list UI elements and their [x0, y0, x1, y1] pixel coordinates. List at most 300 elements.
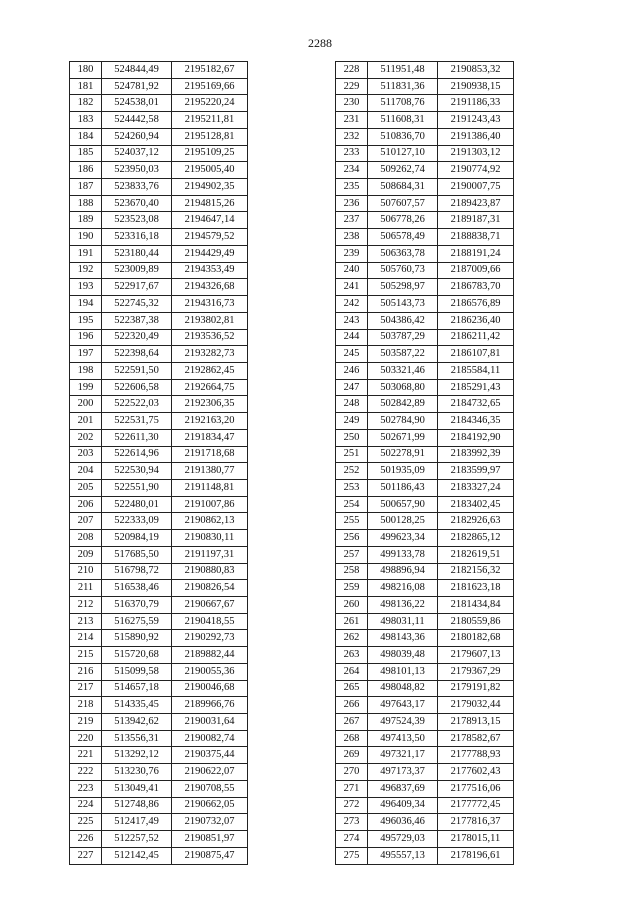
table-row — [70, 697, 248, 714]
table-row — [70, 396, 248, 413]
point-number-cell: 211 — [70, 580, 102, 597]
x-coordinate-cell: 522333,09 — [102, 513, 172, 530]
x-coordinate-cell: 522606,58 — [102, 379, 172, 396]
x-coordinate-cell: 495557,13 — [368, 847, 438, 864]
x-coordinate-cell: 522614,96 — [102, 446, 172, 463]
y-coordinate-cell: 2183402,45 — [438, 496, 514, 513]
point-number-cell: 274 — [336, 831, 368, 848]
point-number-cell: 257 — [336, 546, 368, 563]
point-number-cell: 197 — [70, 346, 102, 363]
table-row — [70, 797, 248, 814]
x-coordinate-cell: 524442,58 — [102, 112, 172, 129]
x-coordinate-cell: 523180,44 — [102, 245, 172, 262]
x-coordinate-cell: 510127,10 — [368, 145, 438, 162]
x-coordinate-cell: 512417,49 — [102, 814, 172, 831]
x-coordinate-cell: 513942,62 — [102, 714, 172, 731]
x-coordinate-cell: 522387,38 — [102, 312, 172, 329]
x-coordinate-cell: 513292,12 — [102, 747, 172, 764]
table-row — [336, 563, 514, 580]
y-coordinate-cell: 2190667,67 — [172, 597, 248, 614]
x-coordinate-cell: 516538,46 — [102, 580, 172, 597]
point-number-cell: 199 — [70, 379, 102, 396]
x-coordinate-cell: 500657,90 — [368, 496, 438, 513]
y-coordinate-cell: 2182156,32 — [438, 563, 514, 580]
y-coordinate-cell: 2177816,37 — [438, 814, 514, 831]
x-coordinate-cell: 522522,03 — [102, 396, 172, 413]
table-row — [70, 195, 248, 212]
table-row — [336, 279, 514, 296]
x-coordinate-cell: 498101,13 — [368, 663, 438, 680]
table-row — [336, 162, 514, 179]
table-row — [336, 179, 514, 196]
table-row — [70, 429, 248, 446]
point-number-cell: 189 — [70, 212, 102, 229]
x-coordinate-cell: 498143,36 — [368, 630, 438, 647]
y-coordinate-cell: 2195169,66 — [172, 78, 248, 95]
table-row — [336, 429, 514, 446]
point-number-cell: 208 — [70, 530, 102, 547]
x-coordinate-cell: 503068,80 — [368, 379, 438, 396]
table-row — [70, 463, 248, 480]
x-coordinate-cell: 502278,91 — [368, 446, 438, 463]
y-coordinate-cell: 2195005,40 — [172, 162, 248, 179]
y-coordinate-cell: 2190708,55 — [172, 780, 248, 797]
table-row — [336, 479, 514, 496]
point-number-cell: 269 — [336, 747, 368, 764]
x-coordinate-cell: 505143,73 — [368, 296, 438, 313]
x-coordinate-cell: 506578,49 — [368, 229, 438, 246]
table-row — [70, 62, 248, 79]
y-coordinate-cell: 2186576,89 — [438, 296, 514, 313]
point-number-cell: 187 — [70, 179, 102, 196]
y-coordinate-cell: 2188838,71 — [438, 229, 514, 246]
y-coordinate-cell: 2186211,42 — [438, 329, 514, 346]
point-number-cell: 270 — [336, 764, 368, 781]
point-number-cell: 207 — [70, 513, 102, 530]
x-coordinate-cell: 514335,45 — [102, 697, 172, 714]
x-coordinate-cell: 522591,50 — [102, 362, 172, 379]
x-coordinate-cell: 505760,73 — [368, 262, 438, 279]
table-row — [70, 663, 248, 680]
point-number-cell: 237 — [336, 212, 368, 229]
x-coordinate-cell: 499623,34 — [368, 530, 438, 547]
table-row — [336, 496, 514, 513]
point-number-cell: 230 — [336, 95, 368, 112]
table-row — [336, 831, 514, 848]
y-coordinate-cell: 2186236,40 — [438, 312, 514, 329]
table-row — [336, 580, 514, 597]
table-row — [70, 764, 248, 781]
x-coordinate-cell: 522320,49 — [102, 329, 172, 346]
y-coordinate-cell: 2177602,43 — [438, 764, 514, 781]
table-row — [70, 597, 248, 614]
y-coordinate-cell: 2187009,66 — [438, 262, 514, 279]
y-coordinate-cell: 2191186,33 — [438, 95, 514, 112]
table-row — [336, 663, 514, 680]
point-number-cell: 250 — [336, 429, 368, 446]
x-coordinate-cell: 498039,48 — [368, 647, 438, 664]
point-number-cell: 224 — [70, 797, 102, 814]
y-coordinate-cell: 2190938,15 — [438, 78, 514, 95]
point-number-cell: 231 — [336, 112, 368, 129]
y-coordinate-cell: 2184346,35 — [438, 413, 514, 430]
x-coordinate-cell: 523316,18 — [102, 229, 172, 246]
point-number-cell: 188 — [70, 195, 102, 212]
y-coordinate-cell: 2191243,43 — [438, 112, 514, 129]
y-coordinate-cell: 2185584,11 — [438, 362, 514, 379]
x-coordinate-cell: 513556,31 — [102, 730, 172, 747]
x-coordinate-cell: 504386,42 — [368, 312, 438, 329]
point-number-cell: 268 — [336, 730, 368, 747]
point-number-cell: 252 — [336, 463, 368, 480]
x-coordinate-cell: 502842,89 — [368, 396, 438, 413]
x-coordinate-cell: 511831,36 — [368, 78, 438, 95]
y-coordinate-cell: 2191834,47 — [172, 429, 248, 446]
point-number-cell: 192 — [70, 262, 102, 279]
point-number-cell: 232 — [336, 128, 368, 145]
x-coordinate-cell: 506363,78 — [368, 245, 438, 262]
y-coordinate-cell: 2183992,39 — [438, 446, 514, 463]
table-row — [70, 814, 248, 831]
table-row — [336, 647, 514, 664]
point-number-cell: 222 — [70, 764, 102, 781]
point-number-cell: 183 — [70, 112, 102, 129]
y-coordinate-cell: 2194815,26 — [172, 195, 248, 212]
point-number-cell: 242 — [336, 296, 368, 313]
point-number-cell: 184 — [70, 128, 102, 145]
point-number-cell: 200 — [70, 396, 102, 413]
point-number-cell: 198 — [70, 362, 102, 379]
table-row — [336, 780, 514, 797]
x-coordinate-cell: 495729,03 — [368, 831, 438, 848]
y-coordinate-cell: 2195182,67 — [172, 62, 248, 79]
point-number-cell: 245 — [336, 346, 368, 363]
point-number-cell: 182 — [70, 95, 102, 112]
y-coordinate-cell: 2195220,24 — [172, 95, 248, 112]
point-number-cell: 255 — [336, 513, 368, 530]
x-coordinate-cell: 497173,37 — [368, 764, 438, 781]
table-row — [70, 847, 248, 864]
point-number-cell: 227 — [70, 847, 102, 864]
x-coordinate-cell: 498216,08 — [368, 580, 438, 597]
x-coordinate-cell: 511708,76 — [368, 95, 438, 112]
x-coordinate-cell: 510836,70 — [368, 128, 438, 145]
table-row — [336, 764, 514, 781]
y-coordinate-cell: 2190082,74 — [172, 730, 248, 747]
point-number-cell: 221 — [70, 747, 102, 764]
x-coordinate-cell: 501935,09 — [368, 463, 438, 480]
table-row — [336, 697, 514, 714]
table-row — [336, 546, 514, 563]
y-coordinate-cell: 2178196,61 — [438, 847, 514, 864]
table-row — [70, 780, 248, 797]
point-number-cell: 272 — [336, 797, 368, 814]
table-row — [70, 279, 248, 296]
point-number-cell: 271 — [336, 780, 368, 797]
point-number-cell: 258 — [336, 563, 368, 580]
y-coordinate-cell: 2190732,07 — [172, 814, 248, 831]
y-coordinate-cell: 2182926,63 — [438, 513, 514, 530]
table-row — [70, 379, 248, 396]
x-coordinate-cell: 497321,17 — [368, 747, 438, 764]
y-coordinate-cell: 2188191,24 — [438, 245, 514, 262]
y-coordinate-cell: 2178582,67 — [438, 730, 514, 747]
y-coordinate-cell: 2191380,77 — [172, 463, 248, 480]
x-coordinate-cell: 522745,32 — [102, 296, 172, 313]
point-number-cell: 263 — [336, 647, 368, 664]
point-number-cell: 202 — [70, 429, 102, 446]
x-coordinate-cell: 503587,22 — [368, 346, 438, 363]
point-number-cell: 243 — [336, 312, 368, 329]
table-row — [70, 212, 248, 229]
coordinates-table-right — [335, 61, 514, 865]
x-coordinate-cell: 506778,26 — [368, 212, 438, 229]
x-coordinate-cell: 498048,82 — [368, 680, 438, 697]
x-coordinate-cell: 522611,30 — [102, 429, 172, 446]
y-coordinate-cell: 2191148,81 — [172, 479, 248, 496]
y-coordinate-cell: 2184192,90 — [438, 429, 514, 446]
point-number-cell: 196 — [70, 329, 102, 346]
point-number-cell: 195 — [70, 312, 102, 329]
table-row — [336, 613, 514, 630]
table-row — [336, 195, 514, 212]
y-coordinate-cell: 2177516,06 — [438, 780, 514, 797]
point-number-cell: 204 — [70, 463, 102, 480]
x-coordinate-cell: 520984,19 — [102, 530, 172, 547]
y-coordinate-cell: 2194429,49 — [172, 245, 248, 262]
table-row — [336, 229, 514, 246]
x-coordinate-cell: 522530,94 — [102, 463, 172, 480]
table-row — [336, 396, 514, 413]
table-row — [70, 580, 248, 597]
y-coordinate-cell: 2191197,31 — [172, 546, 248, 563]
y-coordinate-cell: 2178913,15 — [438, 714, 514, 731]
table-row — [70, 546, 248, 563]
x-coordinate-cell: 515890,92 — [102, 630, 172, 647]
point-number-cell: 273 — [336, 814, 368, 831]
table-row — [70, 296, 248, 313]
table-row — [70, 479, 248, 496]
table-row — [336, 714, 514, 731]
x-coordinate-cell: 503787,29 — [368, 329, 438, 346]
table-row — [336, 814, 514, 831]
x-coordinate-cell: 515099,58 — [102, 663, 172, 680]
x-coordinate-cell: 524260,94 — [102, 128, 172, 145]
x-coordinate-cell: 512142,45 — [102, 847, 172, 864]
point-number-cell: 259 — [336, 580, 368, 597]
point-number-cell: 205 — [70, 479, 102, 496]
y-coordinate-cell: 2189966,76 — [172, 697, 248, 714]
y-coordinate-cell: 2195128,81 — [172, 128, 248, 145]
table-row — [70, 714, 248, 731]
table-row — [70, 647, 248, 664]
y-coordinate-cell: 2190055,36 — [172, 663, 248, 680]
point-number-cell: 275 — [336, 847, 368, 864]
point-number-cell: 209 — [70, 546, 102, 563]
y-coordinate-cell: 2180182,68 — [438, 630, 514, 647]
x-coordinate-cell: 513230,76 — [102, 764, 172, 781]
table-row — [70, 128, 248, 145]
point-number-cell: 238 — [336, 229, 368, 246]
table-row — [70, 78, 248, 95]
x-coordinate-cell: 496409,34 — [368, 797, 438, 814]
table-row — [336, 630, 514, 647]
table-row — [336, 797, 514, 814]
table-row — [70, 112, 248, 129]
x-coordinate-cell: 512257,52 — [102, 831, 172, 848]
x-coordinate-cell: 511951,48 — [368, 62, 438, 79]
point-number-cell: 244 — [336, 329, 368, 346]
point-number-cell: 193 — [70, 279, 102, 296]
y-coordinate-cell: 2191386,40 — [438, 128, 514, 145]
table-row — [70, 513, 248, 530]
point-number-cell: 201 — [70, 413, 102, 430]
point-number-cell: 180 — [70, 62, 102, 79]
y-coordinate-cell: 2194326,68 — [172, 279, 248, 296]
x-coordinate-cell: 515720,68 — [102, 647, 172, 664]
table-row — [336, 128, 514, 145]
table-row — [70, 747, 248, 764]
table-row — [70, 312, 248, 329]
point-number-cell: 264 — [336, 663, 368, 680]
y-coordinate-cell: 2177772,45 — [438, 797, 514, 814]
table-row — [70, 446, 248, 463]
x-coordinate-cell: 517685,50 — [102, 546, 172, 563]
table-row — [336, 680, 514, 697]
y-coordinate-cell: 2194647,14 — [172, 212, 248, 229]
y-coordinate-cell: 2181434,84 — [438, 597, 514, 614]
x-coordinate-cell: 523523,08 — [102, 212, 172, 229]
point-number-cell: 228 — [336, 62, 368, 79]
x-coordinate-cell: 524037,12 — [102, 145, 172, 162]
y-coordinate-cell: 2190774,92 — [438, 162, 514, 179]
table-row — [336, 95, 514, 112]
point-number-cell: 261 — [336, 613, 368, 630]
table-row — [336, 530, 514, 547]
y-coordinate-cell: 2190046,68 — [172, 680, 248, 697]
table-row — [336, 62, 514, 79]
y-coordinate-cell: 2186783,70 — [438, 279, 514, 296]
y-coordinate-cell: 2185291,43 — [438, 379, 514, 396]
x-coordinate-cell: 524538,01 — [102, 95, 172, 112]
x-coordinate-cell: 496036,46 — [368, 814, 438, 831]
point-number-cell: 194 — [70, 296, 102, 313]
table-row — [70, 530, 248, 547]
y-coordinate-cell: 2190880,83 — [172, 563, 248, 580]
table-row — [336, 446, 514, 463]
point-number-cell: 233 — [336, 145, 368, 162]
table-row — [336, 78, 514, 95]
table-row — [70, 262, 248, 279]
y-coordinate-cell: 2190830,11 — [172, 530, 248, 547]
x-coordinate-cell: 522531,75 — [102, 413, 172, 430]
y-coordinate-cell: 2179191,82 — [438, 680, 514, 697]
y-coordinate-cell: 2194579,52 — [172, 229, 248, 246]
point-number-cell: 206 — [70, 496, 102, 513]
point-number-cell: 181 — [70, 78, 102, 95]
y-coordinate-cell: 2182619,51 — [438, 546, 514, 563]
x-coordinate-cell: 508684,31 — [368, 179, 438, 196]
x-coordinate-cell: 498031,11 — [368, 613, 438, 630]
y-coordinate-cell: 2192306,35 — [172, 396, 248, 413]
table-row — [70, 145, 248, 162]
x-coordinate-cell: 523833,76 — [102, 179, 172, 196]
point-number-cell: 229 — [336, 78, 368, 95]
x-coordinate-cell: 522480,01 — [102, 496, 172, 513]
table-row — [70, 245, 248, 262]
x-coordinate-cell: 501186,43 — [368, 479, 438, 496]
y-coordinate-cell: 2192163,20 — [172, 413, 248, 430]
y-coordinate-cell: 2190007,75 — [438, 179, 514, 196]
point-number-cell: 260 — [336, 597, 368, 614]
table-row — [336, 413, 514, 430]
y-coordinate-cell: 2189882,44 — [172, 647, 248, 664]
x-coordinate-cell: 499133,78 — [368, 546, 438, 563]
y-coordinate-cell: 2194353,49 — [172, 262, 248, 279]
y-coordinate-cell: 2190622,07 — [172, 764, 248, 781]
point-number-cell: 262 — [336, 630, 368, 647]
table-row — [70, 413, 248, 430]
y-coordinate-cell: 2194316,73 — [172, 296, 248, 313]
y-coordinate-cell: 2178015,11 — [438, 831, 514, 848]
x-coordinate-cell: 497524,39 — [368, 714, 438, 731]
y-coordinate-cell: 2183327,24 — [438, 479, 514, 496]
table-row — [336, 597, 514, 614]
point-number-cell: 265 — [336, 680, 368, 697]
point-number-cell: 267 — [336, 714, 368, 731]
table-row — [336, 329, 514, 346]
table-row — [70, 630, 248, 647]
y-coordinate-cell: 2191718,68 — [172, 446, 248, 463]
point-number-cell: 220 — [70, 730, 102, 747]
y-coordinate-cell: 2192664,75 — [172, 379, 248, 396]
table-row — [336, 145, 514, 162]
y-coordinate-cell: 2179032,44 — [438, 697, 514, 714]
point-number-cell: 212 — [70, 597, 102, 614]
point-number-cell: 217 — [70, 680, 102, 697]
x-coordinate-cell: 511608,31 — [368, 112, 438, 129]
point-number-cell: 254 — [336, 496, 368, 513]
x-coordinate-cell: 509262,74 — [368, 162, 438, 179]
table-row — [336, 747, 514, 764]
x-coordinate-cell: 524844,49 — [102, 62, 172, 79]
y-coordinate-cell: 2186107,81 — [438, 346, 514, 363]
point-number-cell: 248 — [336, 396, 368, 413]
point-number-cell: 246 — [336, 362, 368, 379]
table-row — [70, 496, 248, 513]
x-coordinate-cell: 502784,90 — [368, 413, 438, 430]
y-coordinate-cell: 2181623,18 — [438, 580, 514, 597]
coordinates-table-left — [69, 61, 248, 865]
x-coordinate-cell: 516370,79 — [102, 597, 172, 614]
table-row — [70, 362, 248, 379]
x-coordinate-cell: 507607,57 — [368, 195, 438, 212]
x-coordinate-cell: 522398,64 — [102, 346, 172, 363]
table-row — [336, 513, 514, 530]
point-number-cell: 247 — [336, 379, 368, 396]
x-coordinate-cell: 516798,72 — [102, 563, 172, 580]
y-coordinate-cell: 2180559,86 — [438, 613, 514, 630]
y-coordinate-cell: 2189187,31 — [438, 212, 514, 229]
table-row — [70, 162, 248, 179]
y-coordinate-cell: 2190826,54 — [172, 580, 248, 597]
y-coordinate-cell: 2192862,45 — [172, 362, 248, 379]
x-coordinate-cell: 505298,97 — [368, 279, 438, 296]
x-coordinate-cell: 498136,22 — [368, 597, 438, 614]
x-coordinate-cell: 523009,89 — [102, 262, 172, 279]
point-number-cell: 236 — [336, 195, 368, 212]
x-coordinate-cell: 500128,25 — [368, 513, 438, 530]
